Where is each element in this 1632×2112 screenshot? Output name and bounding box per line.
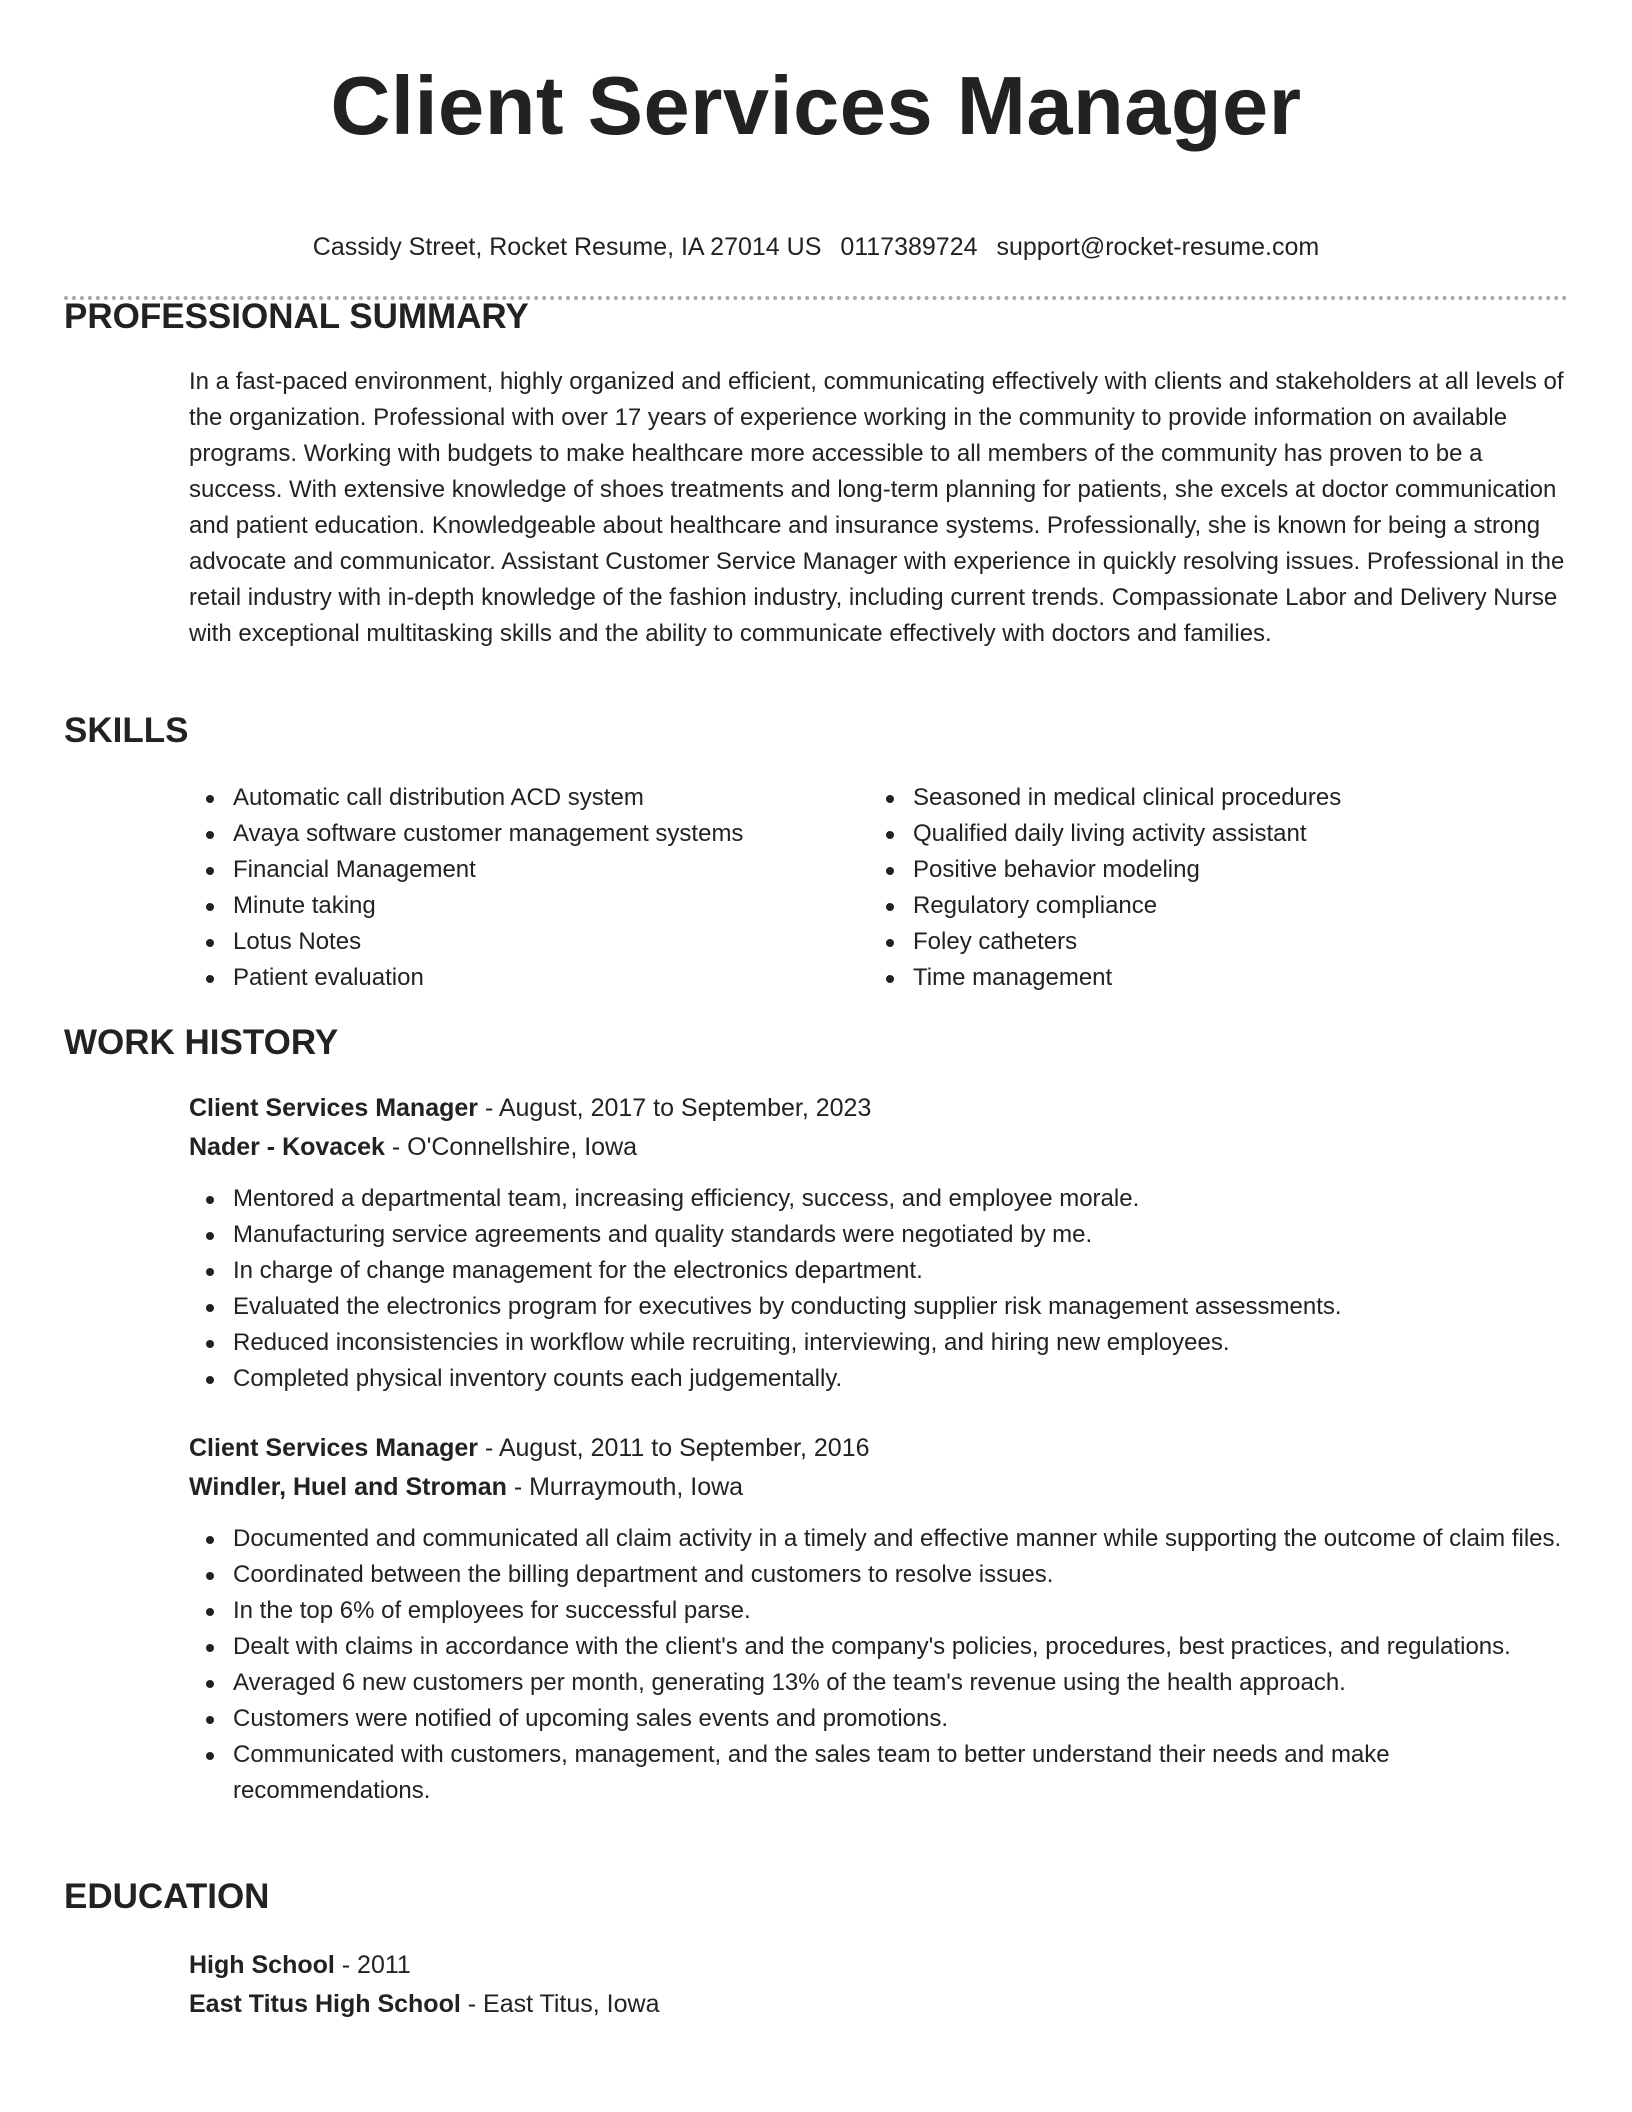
job-company-line xyxy=(189,1128,1568,1167)
skill-item: Positive behavior modeling xyxy=(869,852,1341,888)
job-bullet: Customers were notified of upcoming sales events and promotions. xyxy=(189,1701,1568,1737)
job-bullet: In the top 6% of employees for successful parse. xyxy=(189,1593,1568,1629)
job-company: Nader - Kovacek xyxy=(189,1133,385,1161)
job-bullet: Evaluated the electronics program for executives by conducting supplier risk management assessments. xyxy=(189,1289,1568,1325)
skill-item: Minute taking xyxy=(189,888,869,924)
job-bullet: Dealt with claims in accordance with the client's and the company's policies, procedures, best practices, and regulations. xyxy=(189,1629,1568,1665)
education-school-line xyxy=(189,1985,1568,2024)
job-dates: - August, 2011 to September, 2016 xyxy=(478,1434,870,1462)
skill-item: Avaya software customer management systems xyxy=(189,816,869,852)
job-bullet: Communicated with customers, management, and the sales team to better understand their needs and make recommendations. xyxy=(189,1737,1568,1809)
skills-list xyxy=(189,780,1569,996)
education-school: East Titus High School xyxy=(189,1990,461,2018)
skill-item: Lotus Notes xyxy=(189,924,869,960)
job-bullet: Mentored a departmental team, increasing efficiency, success, and employee morale. xyxy=(189,1181,1568,1217)
job-location: - Murraymouth, Iowa xyxy=(506,1473,744,1501)
job-dates: - August, 2017 to September, 2023 xyxy=(478,1094,872,1122)
skill-item: Regulatory compliance xyxy=(869,888,1341,924)
skills-column-left xyxy=(189,780,869,996)
skills-heading: SKILLS xyxy=(64,711,189,750)
skills-column-right xyxy=(869,780,1341,996)
job-title-line xyxy=(189,1089,1568,1128)
education-year: - 2011 xyxy=(334,1951,411,1979)
contact-line xyxy=(64,232,1568,262)
skill-item: Patient evaluation xyxy=(189,960,869,996)
contact-email[interactable]: support@rocket-resume.com xyxy=(996,233,1320,261)
job-bullet: In charge of change management for the electronics department. xyxy=(189,1253,1568,1289)
job-title-line xyxy=(189,1429,1568,1468)
job-bullet: Completed physical inventory counts each judgementally. xyxy=(189,1361,1568,1397)
contact-address: Cassidy Street, Rocket Resume, IA 27014 US xyxy=(312,233,822,261)
job-bullet: Documented and communicated all claim activity in a timely and effective manner while supporting the outcome of claim files. xyxy=(189,1521,1568,1557)
education-heading: EDUCATION xyxy=(64,1877,270,1916)
education-degree-line xyxy=(189,1946,1568,1985)
summary-heading: PROFESSIONAL SUMMARY xyxy=(64,297,529,336)
education-location: - East Titus, Iowa xyxy=(460,1990,660,2018)
skill-item: Time management xyxy=(869,960,1341,996)
job-bullets xyxy=(189,1521,1568,1809)
job-bullet: Coordinated between the billing department and customers to resolve issues. xyxy=(189,1557,1568,1593)
job-location: - O'Connellshire, Iowa xyxy=(384,1133,638,1161)
contact-phone: 0117389724 xyxy=(840,233,978,261)
job-bullet: Averaged 6 new customers per month, generating 13% of the team's revenue using the health approach. xyxy=(189,1665,1568,1701)
job-entry xyxy=(189,1429,1568,1809)
job-title: Client Services Manager xyxy=(189,1434,479,1462)
education-degree: High School xyxy=(189,1951,335,1979)
job-company-line xyxy=(189,1468,1568,1507)
job-title: Client Services Manager xyxy=(189,1094,479,1122)
job-bullets xyxy=(189,1181,1568,1397)
job-bullet: Reduced inconsistencies in workflow while recruiting, interviewing, and hiring new employees. xyxy=(189,1325,1568,1361)
skill-item: Qualified daily living activity assistant xyxy=(869,816,1341,852)
job-bullet: Manufacturing service agreements and quality standards were negotiated by me. xyxy=(189,1217,1568,1253)
resume-title: Client Services Manager xyxy=(330,59,1302,152)
job-company: Windler, Huel and Stroman xyxy=(189,1473,507,1501)
job-entry xyxy=(189,1089,1568,1397)
skill-item: Automatic call distribution ACD system xyxy=(189,780,869,816)
education-entry xyxy=(189,1946,1568,2024)
work-heading: WORK HISTORY xyxy=(64,1023,339,1062)
skill-item: Foley catheters xyxy=(869,924,1341,960)
skill-item: Financial Management xyxy=(189,852,869,888)
skill-item: Seasoned in medical clinical procedures xyxy=(869,780,1341,816)
summary-text: In a fast-paced environment, highly organized and efficient, communicating effectively with clients and stakeholders at all levels of the organization. Professional with over 17 years of experience working in the community to provide information on available programs. Working with budgets to make healthcare more accessible to all members of the community has proven to be a success. With extensive knowledge of shoes treatments and long-term planning for patients, she excels at doctor communication and patient education. Knowledgeable about healthcare and insurance systems. Professionally, she is known for being a strong advocate and communicator. Assistant Customer Service Manager with experience in quickly resolving issues. Professional in the retail industry with in-depth knowledge of the fashion industry, including current trends. Compassionate Labor and Delivery Nurse with exceptional multitasking skills and the ability to communicate effectively with doctors and families. xyxy=(189,368,1565,647)
